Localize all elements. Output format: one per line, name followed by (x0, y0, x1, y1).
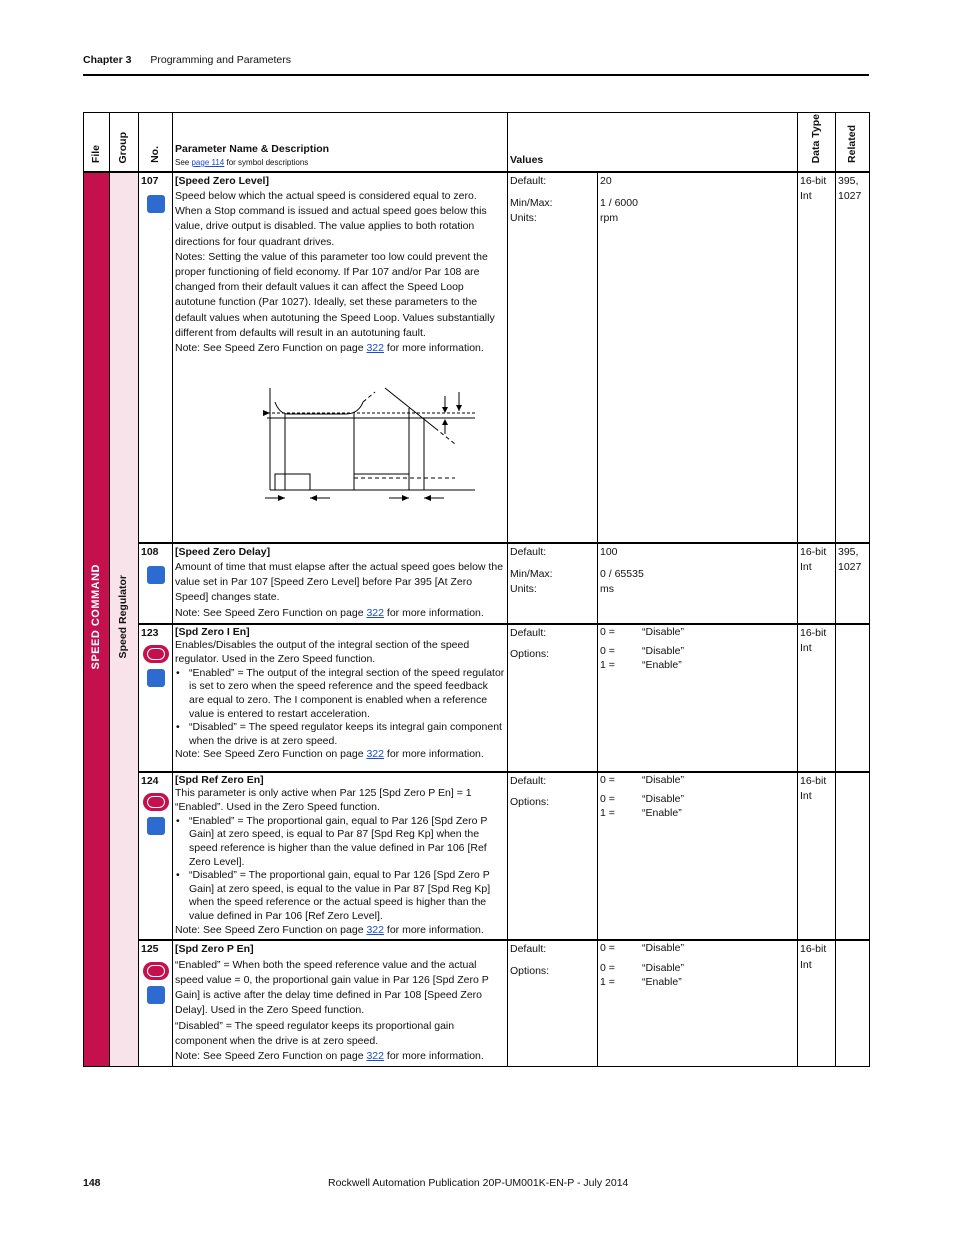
table-header-row (84, 113, 870, 172)
table-row (84, 624, 870, 772)
param-name: [Spd Zero P En] (175, 943, 254, 956)
option-item: 0 = “Disable” (600, 962, 685, 975)
page-header (83, 54, 291, 66)
page-number: 148 (83, 1177, 101, 1189)
header-rule (83, 74, 869, 76)
value-label-options: Options: (510, 964, 550, 977)
value-minmax: 0 / 65535 (600, 567, 644, 580)
col-values: Values (508, 113, 798, 172)
value-labels-cell (508, 940, 598, 1066)
param-desc-cell (173, 543, 508, 624)
param-desc-cell (173, 172, 508, 543)
list-item: • “Enabled” = The output of the integral section of the speed regulator is set to zero when the speed reference and the speed feedback are equal to zero. The I component is enabled when a reference value is entered to restart acceleration. (189, 667, 505, 722)
value-units: ms (600, 583, 614, 596)
data-type-cell: 16-bit Int (798, 772, 836, 941)
value-values-cell (598, 772, 798, 941)
param-number: 125 (141, 943, 159, 956)
value-labels-cell (508, 172, 598, 543)
chapter-title: Programming and Parameters (150, 54, 292, 66)
table-row (84, 940, 870, 1066)
param-number: 107 (141, 174, 159, 187)
param-note: Note: See Speed Zero Function on page 322 for more information. (175, 606, 484, 619)
col-file: File (84, 113, 110, 172)
param-number: 108 (141, 545, 159, 558)
col-data-type: Data Type (798, 113, 836, 172)
param-description: Amount of time that must elapse after the actual speed goes below the value set in Par 107 [Speed Zero Level] before Par 395 [At Zero Speed] changes state. (175, 560, 504, 604)
related-cell (836, 940, 870, 1066)
param-desc-cell (173, 940, 508, 1066)
data-type-cell: 16-bit Int (798, 940, 836, 1066)
parameter-table (83, 112, 870, 1067)
value-label-units: Units: (510, 583, 537, 596)
param-name: [Speed Zero Level] (175, 174, 269, 187)
value-default: 100 (600, 545, 618, 558)
blue-square-icon (147, 986, 165, 1004)
param-note: Note: See Speed Zero Function on page 322 for more information. (175, 748, 484, 761)
table-row (84, 543, 870, 624)
data-type-cell: 16-bit Int (798, 624, 836, 772)
value-label-minmax: Min/Max: (510, 196, 553, 209)
value-labels-cell (508, 772, 598, 941)
value-label-options: Options: (510, 647, 550, 660)
page-link[interactable]: 322 (366, 1049, 384, 1062)
param-number: 124 (141, 774, 159, 787)
col-name-subtitle: See page 114 for symbol descriptions (175, 158, 309, 168)
param-note: Note: See Speed Zero Function on page 322 for more information. (175, 923, 484, 936)
option-item: 0 = “Disable” (600, 793, 685, 806)
param-no-cell (139, 172, 173, 543)
value-label-default: Default: (510, 174, 547, 187)
option-item: 1 = “Enable” (600, 975, 682, 988)
file-band (84, 172, 110, 1067)
col-related: Related (836, 113, 870, 172)
value-label-default: Default: (510, 943, 547, 956)
page-link[interactable]: 322 (366, 342, 384, 355)
value-values-cell (598, 940, 798, 1066)
value-values-cell (598, 172, 798, 543)
value-labels-cell (508, 543, 598, 624)
col-no: No. (139, 113, 173, 172)
related-cell: 395, 1027 (836, 172, 870, 543)
value-label-options: Options: (510, 795, 550, 808)
group-band (110, 172, 139, 1067)
param-no-cell (139, 624, 173, 772)
value-label-default: Default: (510, 626, 547, 639)
param-note: Note: See Speed Zero Function on page 322 for more information. (175, 1049, 484, 1062)
publication-info: Rockwell Automation Publication 20P-UM001K-EN-P - July 2014 (328, 1177, 629, 1189)
value-minmax: 1 / 6000 (600, 196, 638, 209)
value-label-default: Default: (510, 545, 547, 558)
bullet-list (175, 815, 505, 924)
param-description: Speed below which the actual speed is considered equal to zero. When a Stop command is issued and actual speed goes below this value, drive output is disabled. The value applies to both rotation directions for four quadrant drives. (175, 189, 487, 248)
list-item: • “Disabled” = The speed regulator keeps its integral gain component when the drive is at zero speed. (189, 721, 505, 748)
blue-square-icon (147, 195, 165, 213)
value-default: 20 (600, 174, 612, 187)
col-name (173, 113, 508, 172)
param-no-cell (139, 772, 173, 941)
stop-icon (143, 962, 169, 980)
param-no-cell (139, 940, 173, 1066)
param-description-2: “Disabled” = The speed regulator keeps its proportional gain component when the drive is at zero speed. (175, 1019, 455, 1047)
param-desc-cell (173, 624, 508, 772)
table-row (84, 172, 870, 543)
value-labels-cell (508, 624, 598, 772)
bullet-list (175, 667, 505, 749)
list-item: • “Disabled” = The proportional gain, equal to Par 126 [Spd Zero P Gain] at zero speed, is equal to the value in Par 87 [Spd Reg Kp] when the speed reference or the actual speed is higher than the value defined in Par 106 [Ref Zero Level]. (189, 869, 505, 924)
param-number: 123 (141, 626, 159, 639)
param-description: “Enabled” = When both the speed reference value and the actual speed value = 0, the proportional gain value in Par 126 [Spd Zero P Gain] is active after the delay time defined in Par 108 [Speed Zero Delay]. Used in the Zero Speed function. (175, 958, 489, 1017)
stop-icon (143, 793, 169, 811)
page-link[interactable]: 322 (366, 748, 384, 761)
param-no-cell (139, 543, 173, 624)
speed-zero-diagram (175, 378, 505, 513)
stop-icon (143, 645, 169, 663)
related-cell (836, 772, 870, 941)
value-label-minmax: Min/Max: (510, 567, 553, 580)
data-type-cell: 16-bit Int (798, 172, 836, 543)
col-group: Group (110, 113, 139, 172)
blue-square-icon (147, 817, 165, 835)
value-values-cell (598, 624, 798, 772)
blue-square-icon (147, 566, 165, 584)
option-item: 1 = “Enable” (600, 659, 682, 671)
col-name-title: Parameter Name & Description (175, 142, 330, 155)
value-units: rpm (600, 212, 619, 225)
param-name: [Speed Zero Delay] (175, 545, 271, 558)
param-desc-cell (173, 772, 508, 941)
param-name: [Spd Zero I En] (175, 625, 250, 638)
related-cell: 395, 1027 (836, 543, 870, 624)
default-value: 0 = “Disable” (600, 625, 685, 638)
value-label-units: Units: (510, 212, 537, 225)
value-label-default: Default: (510, 774, 547, 787)
option-item: 1 = “Enable” (600, 807, 682, 819)
page-link[interactable]: 322 (366, 923, 384, 936)
param-notes: Notes: Setting the value of this parameter too low could prevent the proper functioning of field economy. If Par 107 and/or Par 108 are changed from their default values it can affect the Speed Loop autotune function (Par 1027). Ideally, set these parameters to the default values when autotuning the Speed Loop. Values substantially different from defaults will result in an autotuning fault. (175, 250, 495, 339)
default-value: 0 = “Disable” (600, 942, 685, 955)
chapter-label: Chapter 3 (83, 54, 132, 66)
param-name: [Spd Ref Zero En] (175, 773, 264, 786)
param-description: Enables/Disables the output of the integral section of the speed regulator. Used in the Zero Speed function. (175, 639, 470, 665)
symbol-page-link[interactable]: page 114 (191, 158, 225, 168)
param-note: Note: See Speed Zero Function on page 322 for more information. (175, 342, 484, 355)
list-item: • “Enabled” = The proportional gain, equal to Par 126 [Spd Zero P Gain] at zero speed, is equal to Par 87 [Spd Reg Kp] when the speed reference is higher than the value defined in Par 106 [Ref Zero Level]. (189, 815, 505, 870)
param-description: This parameter is only active when Par 125 [Spd Zero P En] = 1 “Enabled”. Used in the Zero Speed function. (175, 787, 472, 813)
blue-square-icon (147, 669, 165, 687)
related-cell (836, 624, 870, 772)
group-label: Speed Regulator (117, 574, 130, 658)
table-row (84, 772, 870, 941)
data-type-cell: 16-bit Int (798, 543, 836, 624)
page-link[interactable]: 322 (366, 606, 384, 619)
value-values-cell (598, 543, 798, 624)
default-value: 0 = “Disable” (600, 773, 685, 786)
file-label: SPEED COMMAND (89, 563, 102, 670)
option-item: 0 = “Disable” (600, 645, 685, 658)
